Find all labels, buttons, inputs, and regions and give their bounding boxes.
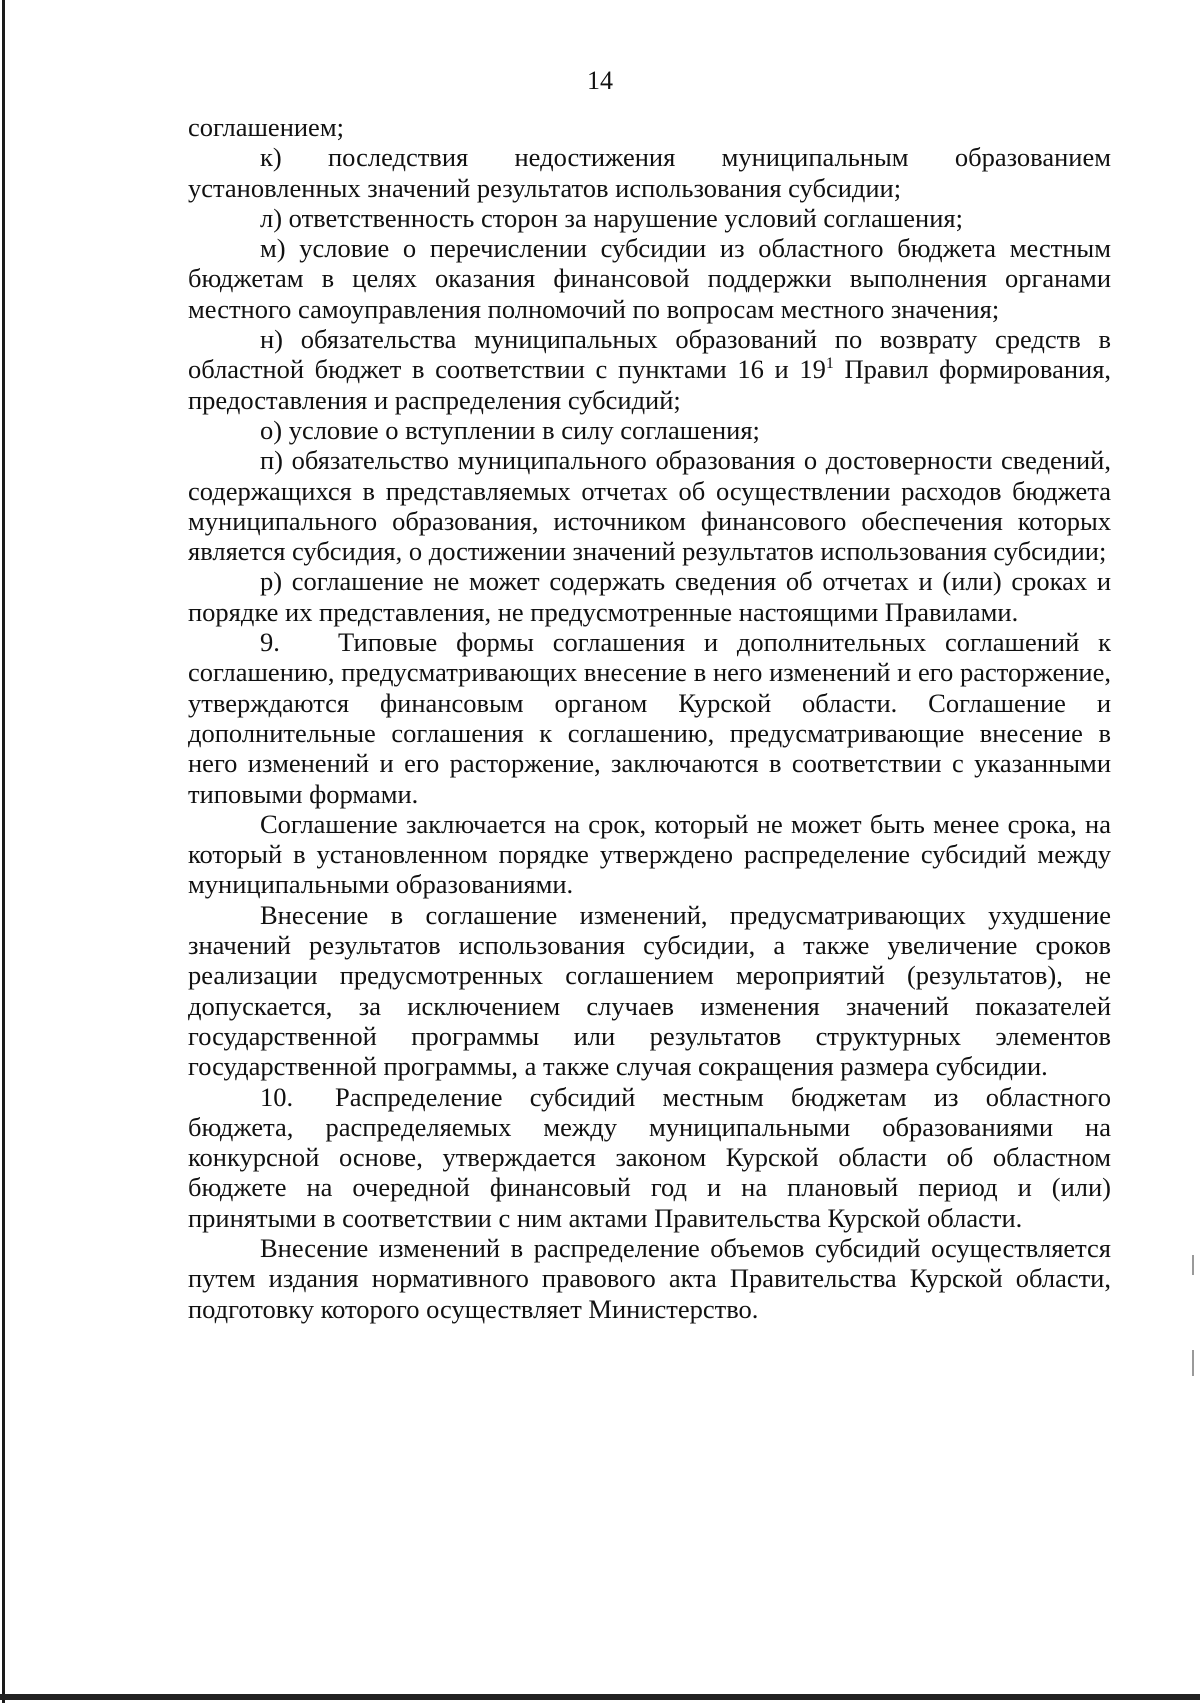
paragraph-agreement-changes: Внесение в соглашение изменений, предусматривающих ухудшение значений результатов использования субсидии, а также увеличение сроков реализации предусмотренных соглашением мероприятий (результатов), не допускается, за исключением случаев изменения значений показателей государственной программы или результатов структурных элементов государственной программы, а также случая сокращения размера субсидии. — [188, 899, 1111, 1082]
paragraph-continuation: соглашением; — [188, 112, 344, 142]
list-item-n-text-before: н) обязательства муниципальных образований по возврату средств в областной бюджет в соответствии с пунктами 16 и 19 — [188, 324, 1111, 385]
clause-number: 9. — [260, 627, 280, 658]
document-body — [188, 112, 1111, 1324]
page-number: 14 — [587, 66, 613, 95]
list-item-p: п) обязательство муниципального образования о достоверности сведений, содержащихся в представляемых отчетах об осуществлении расходов бюджета муниципального образования, источником финансового обеспечения которых является субсидия, о достижении значений результатов использования субсидии; — [188, 445, 1111, 567]
clause-10 — [188, 1082, 1111, 1233]
paragraph-agreement-term: Соглашение заключается на срок, который не может быть менее срока, на который в установленном порядке утверждено распределение субсидий между муниципальными образованиями. — [188, 808, 1111, 900]
list-item-m: м) условие о перечислении субсидии из областного бюджета местным бюджетам в целях оказания финансовой поддержки выполнения органами местного самоуправления полномочий по вопросам местного значения; — [188, 233, 1111, 324]
superscript-marker: 1 — [825, 355, 834, 373]
scan-smudge — [1192, 1350, 1194, 1376]
clause-text: Типовые формы соглашения и дополнительных соглашений к соглашению, предусматривающих внесение в него изменений и его расторжение, утверждаются финансовым органом Курской области. Соглашение и дополнительные соглашения к соглашению, предусматривающие внесение в него изменений и его расторжение, заключаются в соответствии с указанными типовыми формами. — [188, 627, 1111, 809]
scan-left-edge — [2, 0, 5, 1703]
paragraph-distribution-changes: Внесение изменений в распределение объемов субсидий осуществляется путем издания нормативного правового акта Правительства Курской области, подготовку которого осуществляет Министерство. — [188, 1232, 1111, 1324]
clause-number: 10. — [260, 1081, 294, 1112]
clause-text: Распределение субсидий местным бюджетам из областного бюджета, распределяемых между муниципальными образованиями на конкурсной основе, утверждается законом Курской области об областном бюджете на очередной финансовый год и на плановый период и (или) принятыми в соответствии с ним актами Правительства Курской области. — [188, 1081, 1111, 1233]
list-item-l: л) ответственность сторон за нарушение условий соглашения; — [260, 202, 963, 233]
list-item-n — [188, 324, 1111, 415]
list-item-n-text-after: Правил формирования, предоставления и распределения субсидий; — [188, 354, 1112, 415]
list-item-k: к) последствия недостижения муниципальным образованием установленных значений результатов использования субсидии; — [188, 142, 1111, 203]
list-item-o: о) условие о вступлении в силу соглашения; — [260, 414, 760, 445]
list-item-r: р) соглашение не может содержать сведения об отчетах и (или) сроках и порядке их представления, не предусмотренные настоящими Правилами. — [188, 566, 1111, 627]
scan-smudge — [1192, 1255, 1194, 1275]
clause-9 — [188, 627, 1111, 809]
scan-bottom-edge — [0, 1694, 1200, 1700]
